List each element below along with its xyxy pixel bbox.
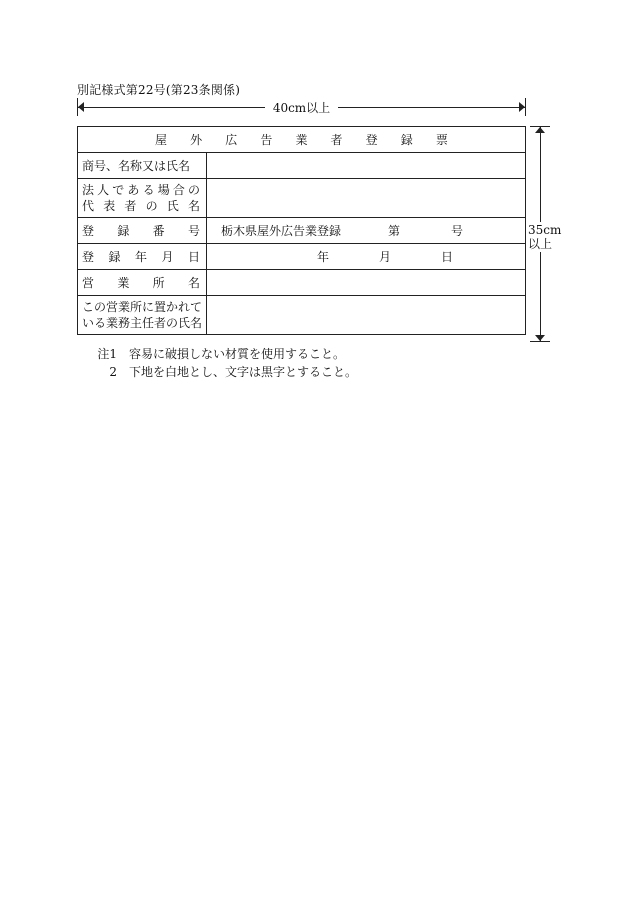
manager-label: この営業所に置かれて いる業務主任者の氏名 [78,296,207,335]
width-dimension [77,98,526,116]
trade-name-label: 商号、名称又は氏名 [78,153,207,179]
table-row [78,218,526,244]
registration-date-label: 登 録 年 月 日 [78,244,207,270]
table-row [78,296,526,335]
note-text: 下地を白地とし、文字は黒字とすること。 [129,365,358,379]
date-year: 年 [316,250,329,264]
office-name-label: 営 業 所 名 [78,270,207,296]
height-dimension [528,126,562,342]
width-dimension-label: 40cm以上 [265,101,338,115]
notes [89,345,357,381]
office-name-value [207,270,526,296]
registration-gou: 号 [451,224,464,238]
table-row [78,270,526,296]
dimension-tick-bottom [530,341,550,342]
manager-value [207,296,526,335]
table-title-row [78,127,526,153]
registration-date-value [207,244,526,270]
note-number: 注1 [97,347,117,361]
note-item [89,345,357,363]
table-row [78,244,526,270]
registration-dai: 第 [388,224,401,238]
date-month: 月 [378,250,391,264]
registration-table [77,126,526,335]
note-number: 2 [109,365,117,379]
arrow-up-icon [535,127,545,133]
height-dimension-label: 35cm 以上 [528,223,562,251]
table-row [78,153,526,179]
registration-number-value [207,218,526,244]
registration-number-label: 登 録 番 号 [78,218,207,244]
form-caption: 別記様式第22号(第23条関係) [77,83,241,97]
representative-label: 法 人 で あ る 場 合 の 代 表 者 の 氏 名 [78,179,207,218]
arrow-down-icon [535,335,545,341]
trade-name-value [207,153,526,179]
date-day: 日 [440,250,453,264]
representative-value [207,179,526,218]
registration-prefix: 栃木県屋外広告業登録 [221,224,342,238]
table-row [78,179,526,218]
note-text: 容易に破損しない材質を使用すること。 [129,347,346,361]
table-title: 屋 外 広 告 業 者 登 録 票 [155,133,448,147]
note-item [89,363,357,381]
